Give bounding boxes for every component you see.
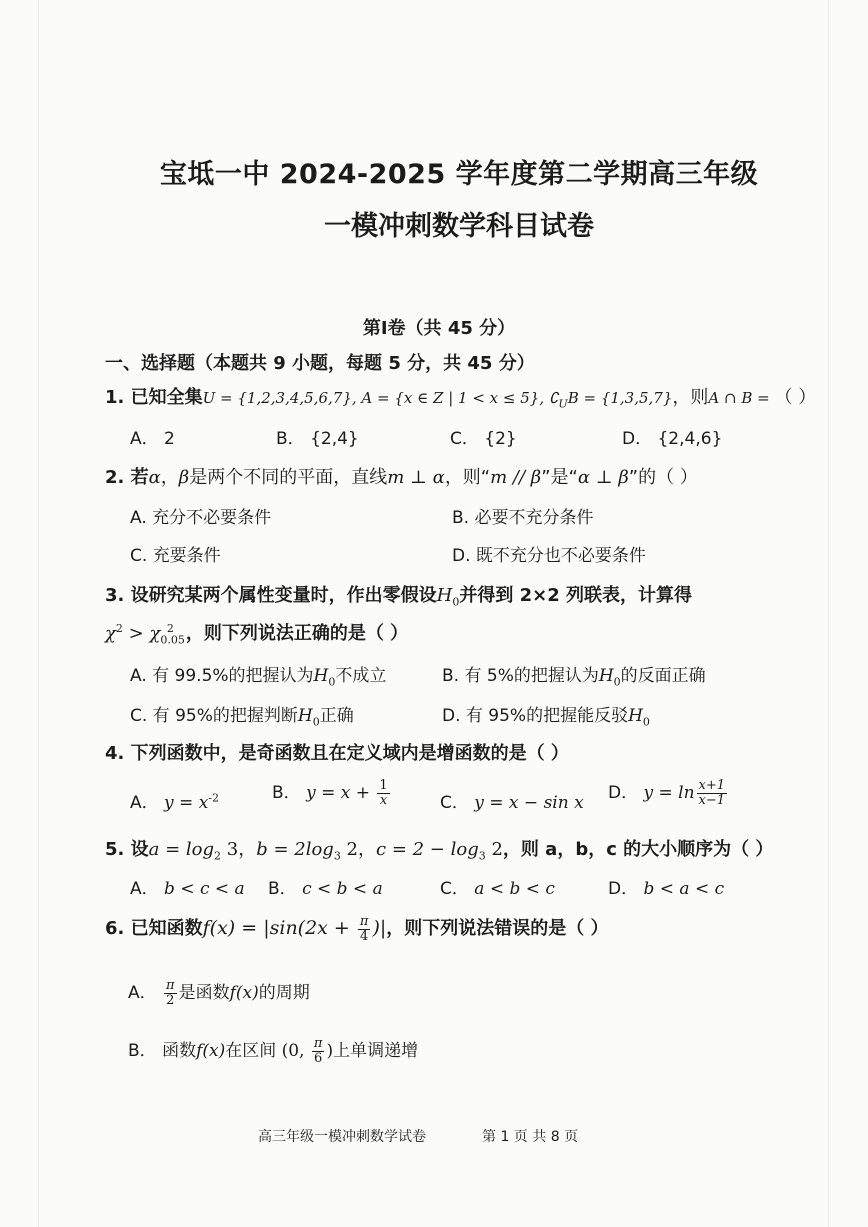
q3-opt-a-text2: 不成立 <box>335 666 387 686</box>
question-3-stem-line2 <box>105 619 408 647</box>
q3-chi-sup: 2 <box>115 622 123 635</box>
q6-opt-b-fx: f(x) <box>196 1041 226 1061</box>
q2-text-b: 是两个不同的平面，直线 <box>189 467 388 488</box>
q3-opt-d-text1: D. 有 95%的把握能反驳 <box>442 706 629 726</box>
q3-text-a: 3. 设研究某两个属性变量时，作出零假设 <box>105 585 437 606</box>
q5-c-tail: 2 <box>485 839 503 860</box>
q1-option-c: C． {2} <box>450 429 517 449</box>
q4-opt-b-math: y = x + <box>306 783 376 803</box>
q3-option-d <box>442 701 650 728</box>
q4-opt-b-den: x <box>379 792 388 808</box>
q5-opt-b-label: B． <box>268 879 297 899</box>
q6-opt-a-fx: f(x) <box>229 983 259 1003</box>
q5-opt-a-label: A． <box>130 879 159 899</box>
q3-opt-a-h: H <box>313 666 329 686</box>
question-4-stem: 4. 下列函数中，是奇函数且在定义域内是增函数的是（ ） <box>105 743 569 764</box>
q5-a-sub: 2 <box>214 849 222 863</box>
q3-opt-c-text2: 正确 <box>319 706 354 726</box>
q5-opt-b-math: c < b < a <box>302 879 383 899</box>
q5-b-def: b = 2log <box>256 839 334 860</box>
q6-opt-b-text1: 在区间 <box>225 1041 277 1061</box>
q4-opt-d-math: y = ln <box>643 783 695 803</box>
q2-comma: ， <box>160 467 179 488</box>
q4-opt-a-sup: -2 <box>208 791 220 805</box>
q2-option-c: C. 充要条件 <box>130 546 221 566</box>
q5-opt-d-label: D． <box>608 879 639 899</box>
volume-heading: 第Ⅰ卷（共 45 分） <box>362 318 516 339</box>
q3-opt-d-h-sub: 0 <box>642 715 650 729</box>
q1-math2: A ∩ B = <box>708 389 775 407</box>
q3-text-c: ，则下列说法正确的是（ ） <box>185 623 409 644</box>
q6-four: 4 <box>360 928 369 944</box>
q4-opt-c-math: y = x − sin x <box>474 793 584 813</box>
q5-a-tail: 3 <box>221 839 239 860</box>
q1-math-tail: B = {1,3,5,7} <box>567 389 673 407</box>
q5-opt-d-math: b < a < c <box>643 879 725 899</box>
q4-option-c <box>440 788 584 813</box>
q5-opt-c-math: a < b < c <box>474 879 555 899</box>
q4-opt-d-den: x−1 <box>698 792 726 808</box>
q3-opt-b-text2: 的反面正确 <box>620 666 706 686</box>
q3-opt-d-h: H <box>628 706 643 726</box>
question-6-stem <box>105 914 609 944</box>
q5-option-c <box>440 874 555 899</box>
q3-chi-sub: 0.05 <box>160 633 185 647</box>
q6-opt-b-label: B． 函数 <box>128 1041 197 1061</box>
q1-math-sub: U <box>558 397 568 411</box>
q2-m-perp: m ⊥ α <box>387 467 445 488</box>
q4-opt-a-label: A． <box>130 793 159 813</box>
footer-left: 高三年级一模冲刺数学试卷 <box>258 1129 426 1145</box>
q6-opt-a-pi: π <box>166 977 175 993</box>
q3-opt-c-h-sub: 0 <box>312 715 320 729</box>
q6-opt-b-interval: (0, <box>281 1041 310 1061</box>
q4-opt-d-fraction <box>697 779 728 808</box>
q6-opt-b-close: ) <box>326 1041 334 1061</box>
q5-option-a <box>130 874 245 899</box>
q2-text-a: 2. 若 <box>105 467 149 488</box>
q5-c-sub: 3 <box>478 849 486 863</box>
q2-text-e: ”的（ ） <box>628 467 698 488</box>
footer-page-number: 第 1 页 共 8 页 <box>482 1129 579 1145</box>
question-2-stem <box>105 463 698 489</box>
q3-opt-c-text1: C. 有 95%的把握判断 <box>130 706 298 726</box>
q6-opt-a-label: A． <box>128 983 157 1003</box>
section-heading: 一、选择题（本题共 9 小题，每题 5 分，共 45 分） <box>105 353 535 374</box>
q2-m-par: m // β <box>490 467 542 488</box>
q3-opt-c-h: H <box>297 706 313 726</box>
q3-option-c <box>130 701 354 728</box>
q1-option-b: B． {2,4} <box>276 429 359 449</box>
q6-opt-b-fraction <box>312 1037 325 1066</box>
q2-text-d: ”是“ <box>541 467 578 488</box>
q4-opt-b-fraction <box>377 779 389 808</box>
q3-chi: χ <box>105 623 116 644</box>
q6-pi-over-4 <box>358 915 371 944</box>
question-5-stem <box>105 835 773 863</box>
q1-option-a: A． 2 <box>130 429 175 449</box>
q4-option-d <box>608 778 729 808</box>
q6-opt-b-pi: π <box>313 1035 323 1051</box>
q1-text-c: （ ） <box>774 387 817 408</box>
q3-option-a <box>130 661 386 688</box>
q5-text-b: ，则 a，b，c 的大小顺序为（ ） <box>502 839 774 860</box>
q5-a-def: a = log <box>148 839 215 860</box>
q3-opt-b-h: H <box>598 666 614 686</box>
q6-opt-b-text2: 上单调递增 <box>333 1041 419 1061</box>
q1-text-b: ，则 <box>672 387 709 408</box>
q6-opt-b-six: 6 <box>314 1050 323 1066</box>
q6-fx: f(x) = |sin(2x + <box>202 917 356 939</box>
q5-sep2: ， <box>358 839 377 860</box>
q6-text-a: 6. 已知函数 <box>105 918 203 939</box>
exam-title-line1: 宝坻一中 2024-2025 学年度第二学期高三年级 <box>159 159 759 190</box>
q3-opt-b-h-sub: 0 <box>613 675 621 689</box>
q3-h0: H <box>436 585 453 606</box>
question-3-stem <box>105 581 692 609</box>
q3-option-b <box>442 661 706 688</box>
q6-opt-a-fraction <box>164 979 177 1008</box>
q5-sep1: ， <box>238 839 257 860</box>
q5-b-tail: 2 <box>340 839 359 860</box>
q6-fx-tail: )| <box>372 917 387 939</box>
q6-opt-a-two: 2 <box>166 992 175 1008</box>
q3-opt-a-text1: A. 有 99.5%的把握认为 <box>130 666 314 686</box>
q6-pi: π <box>359 913 369 929</box>
q4-opt-d-label: D． <box>608 783 639 803</box>
q5-opt-c-label: C． <box>440 879 469 899</box>
q4-opt-b-num: 1 <box>379 777 388 793</box>
q3-opt-a-h-sub: 0 <box>328 675 336 689</box>
q6-option-b <box>128 1036 418 1066</box>
q5-option-d <box>608 874 724 899</box>
q4-option-b <box>272 778 392 808</box>
q5-b-sub: 3 <box>333 849 341 863</box>
question-1-stem <box>105 383 816 411</box>
q5-opt-a-math: b < c < a <box>164 879 245 899</box>
q2-alpha: α <box>148 467 161 488</box>
q3-opt-b-text1: B. 有 5%的把握认为 <box>442 666 599 686</box>
q4-opt-b-label: B． <box>272 783 301 803</box>
q2-beta: β <box>178 467 190 488</box>
q4-opt-d-num: x+1 <box>698 777 726 793</box>
q5-text-a: 5. 设 <box>105 839 149 860</box>
q3-text-b: 并得到 2×2 列联表，计算得 <box>459 585 693 606</box>
q2-option-b: B. 必要不充分条件 <box>452 508 594 528</box>
q1-math: U = {1,2,3,4,5,6,7}, A = {x ∈ Z | 1 < x ≤ 5}, ∁ <box>202 389 559 407</box>
q5-option-b <box>268 874 383 899</box>
q4-option-a <box>130 788 219 813</box>
q2-option-d: D. 既不充分也不必要条件 <box>452 546 646 566</box>
q4-opt-c-label: C． <box>440 793 469 813</box>
q6-option-a <box>128 978 310 1008</box>
q6-opt-a-text1: 是函数 <box>178 983 230 1003</box>
q6-text-b: ，则下列说法错误的是（ ） <box>386 918 609 939</box>
q2-option-a: A. 充分不必要条件 <box>130 508 272 528</box>
q4-opt-a-math: y = x <box>164 793 209 813</box>
q2-text-c: ，则“ <box>444 467 491 488</box>
q3-h0-sub: 0 <box>452 595 460 609</box>
q1-option-d: D． {2,4,6} <box>622 429 723 449</box>
q1-text-a: 1. 已知全集 <box>105 387 203 408</box>
q2-a-perp-b: α ⊥ β <box>577 467 629 488</box>
q3-chi-sup2: 2 <box>166 622 174 635</box>
q3-chi-mid: > χ <box>122 623 161 644</box>
q5-c-def: c = 2 − log <box>376 839 479 860</box>
exam-title-line2: 一模冲刺数学科目试卷 <box>324 211 594 242</box>
q6-opt-a-text2: 的周期 <box>258 983 310 1003</box>
